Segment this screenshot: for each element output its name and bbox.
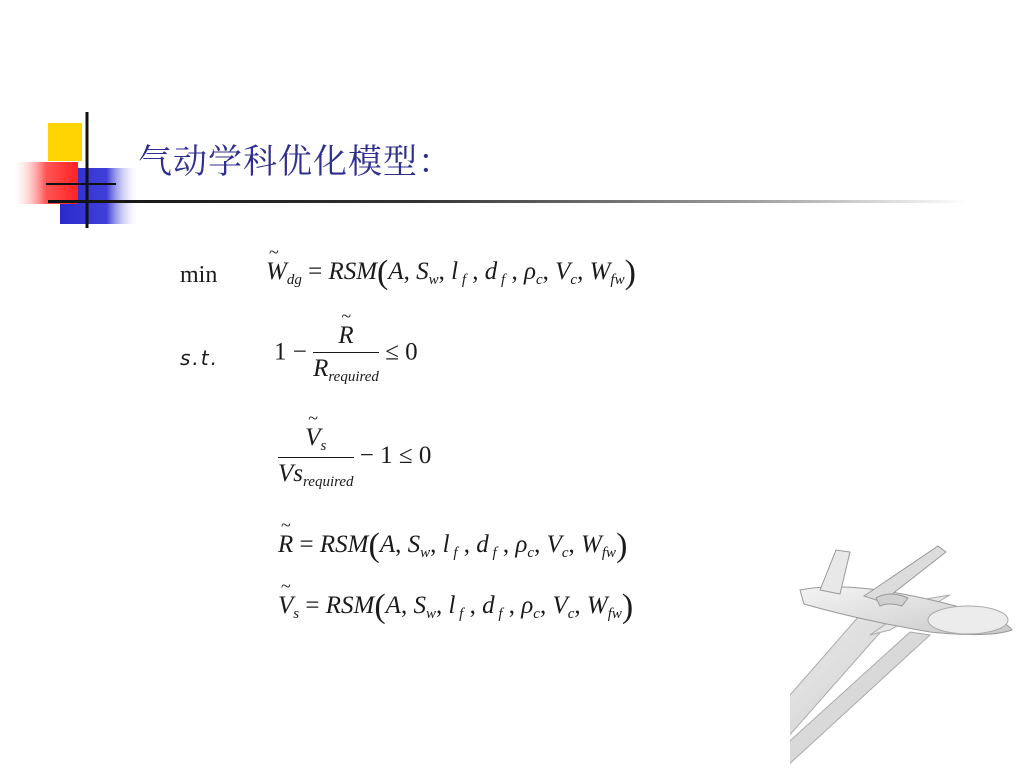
equation-constraint-range: 1 − ~ $\frac{R}{R_{required}}$ ≤ 0 [274,322,418,386]
label-st: s.t. [180,346,219,370]
decorative-corner-blocks [0,0,160,240]
label-min: min [180,262,218,288]
uav-aircraft-image [790,540,1024,768]
equation-objective: ~ $W_{dg} = RSM(A$, $S_w$, l $_f$ , d $_f$ , $\rho_c$, $V_c$, $W_{fw}$) [266,254,636,292]
title-underline [48,200,968,203]
equation-surrogate-range: ~ R = RSM(A, $S_w$, l $_f$ , d $_f$ , $\rho_c$, $V_c$, $W_{fw}$) [278,527,627,565]
equation-constraint-speed: ~ $\frac{V_s}{Vs_{required}}$ − 1 ≤ 0 [278,424,431,491]
slide-title: 气动学科优化模型： [138,142,453,182]
equation-surrogate-speed: ~ $V_s = RSM(A$, $S_w$, l $_f$ , d $_f$ , $\rho_c$, $V_c$, $W_{fw}$) [278,588,633,626]
